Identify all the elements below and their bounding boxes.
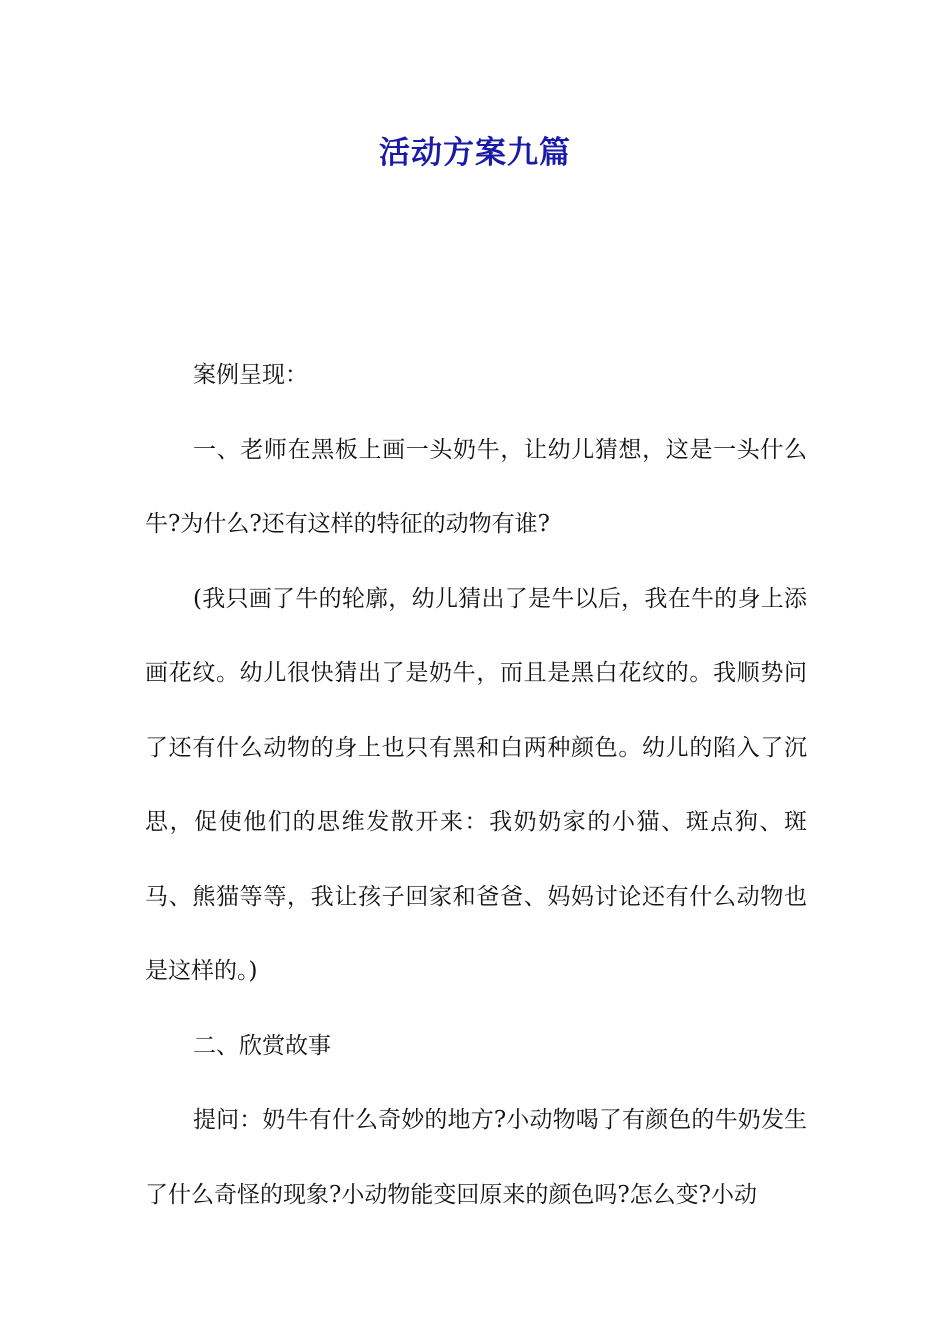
paragraph-questions: 提问：奶牛有什么奇妙的地方?小动物喝了有颜色的牛奶发生了什么奇怪的现象?小动物能变回原来的颜色吗?怎么变?小动 <box>145 1107 807 1208</box>
paragraph-section-one: 一、老师在黑板上画一头奶牛，让幼儿猜想，这是一头什么牛?为什么?还有这样的特征的动物有谁? <box>145 436 807 537</box>
document-body <box>145 338 807 1232</box>
paragraph-teacher-note: (我只画了牛的轮廓，幼儿猜出了是牛以后，我在牛的身上添画花纹。幼儿很快猜出了是奶牛，而且是黑白花纹的。我顺势问了还有什么动物的身上也只有黑和白两种颜色。幼儿的陷入了沉思，促使他们的思维发散开来：我奶奶家的小猫、斑点狗、斑马、熊猫等等，我让孩子回家和爸爸、妈妈讨论还有什么动物也是这样的。) <box>145 585 807 984</box>
paragraph-section-two-heading: 二、欣赏故事 <box>193 1032 331 1059</box>
document-title: 活动方案九篇 <box>379 135 571 171</box>
paragraph-case-intro: 案例呈现： <box>193 362 308 388</box>
